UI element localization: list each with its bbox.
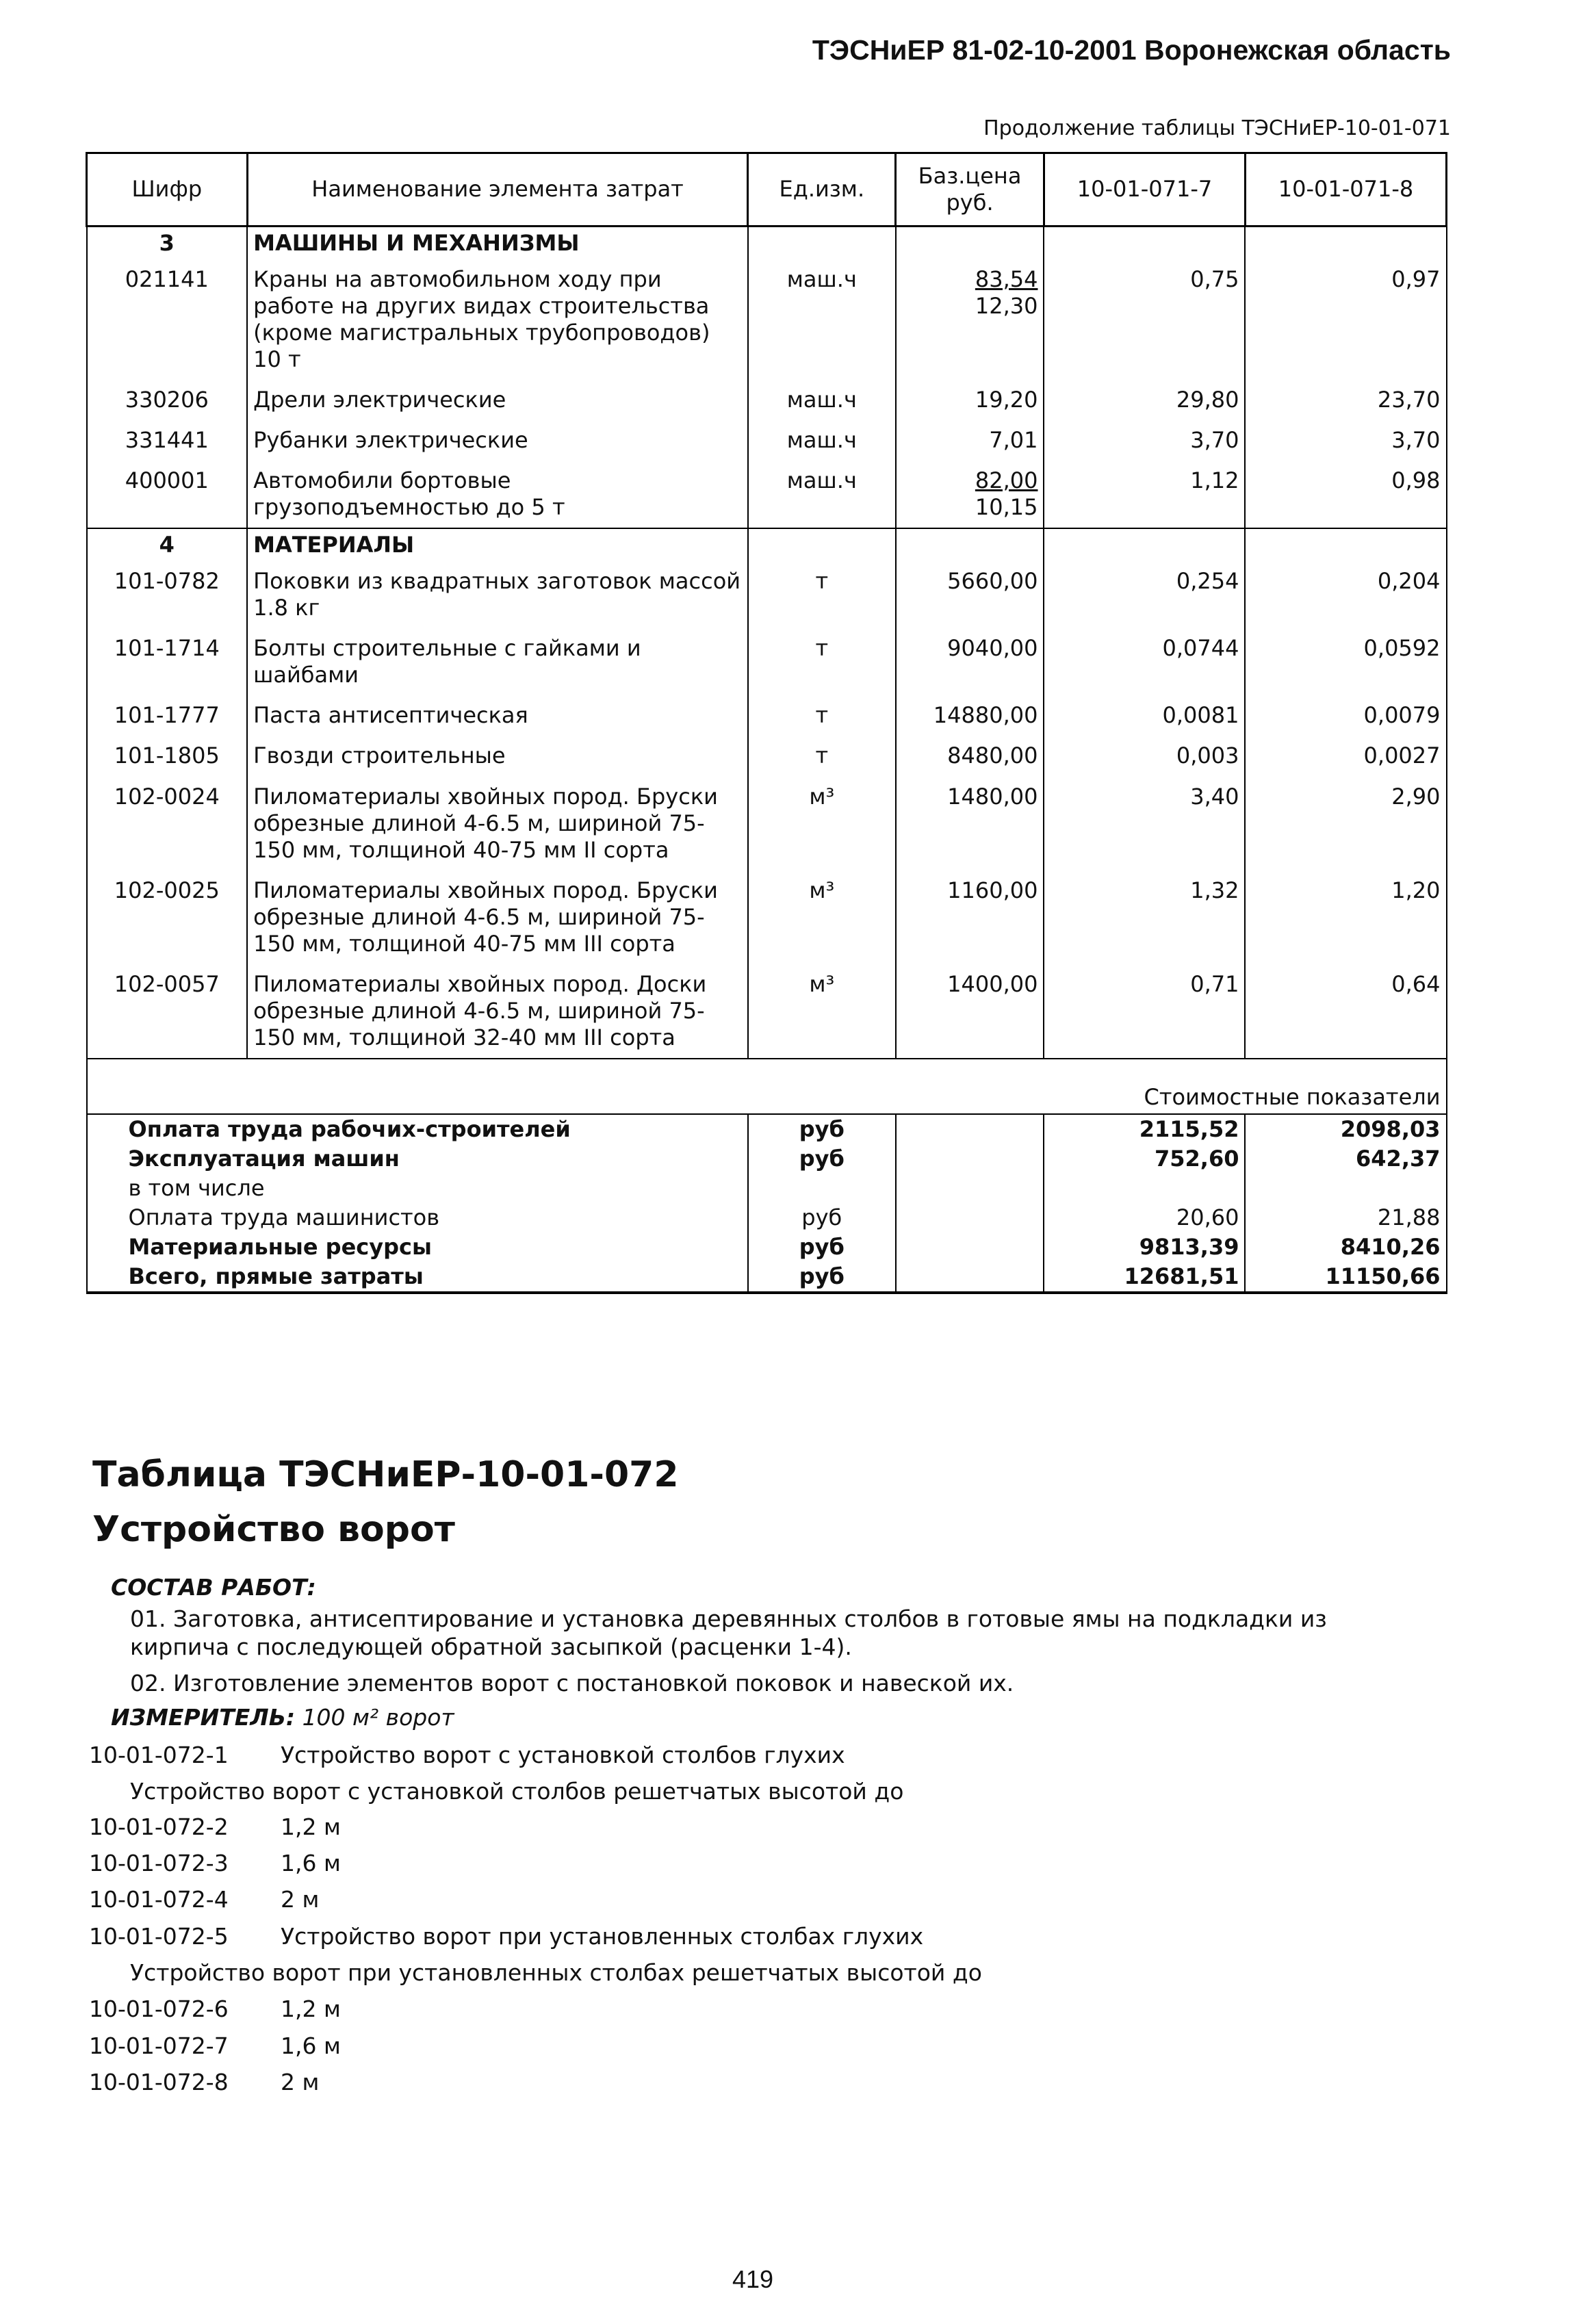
meter-label: ИЗМЕРИТЕЛЬ: <box>111 1704 296 1731</box>
cost-label: Оплата труда машинистов <box>87 1203 748 1232</box>
empty-cell <box>1245 528 1446 561</box>
table-row <box>87 561 1447 628</box>
price-value: 83,54 <box>975 266 1038 293</box>
price-value: 14880,00 <box>933 702 1038 729</box>
rate-item <box>89 2069 319 2095</box>
section-title: МАШИНЫ И МЕХАНИЗМЫ <box>247 227 748 260</box>
empty-cell <box>1044 528 1245 561</box>
row-value-8: 3,70 <box>1245 420 1446 461</box>
table-row <box>87 695 1447 736</box>
section-row <box>87 528 1447 561</box>
rate-code: 10-01-072-1 <box>89 1742 229 1768</box>
table-row <box>87 628 1447 695</box>
cost-label: Всего, прямые затраты <box>87 1262 748 1293</box>
table-continuation-label: Продолжение таблицы ТЭСНиЕР-10-01-071 <box>983 116 1451 140</box>
empty-cell <box>1245 227 1446 260</box>
row-value-7: 0,0744 <box>1044 628 1245 695</box>
cost-value-7: 20,60 <box>1044 1203 1245 1232</box>
table-title: Таблица ТЭСНиЕР-10-01-072 <box>92 1454 679 1495</box>
row-code: 102-0024 <box>87 777 248 870</box>
rate-item <box>130 1778 903 1805</box>
row-code: 101-0782 <box>87 561 248 628</box>
row-value-7: 0,003 <box>1044 736 1245 776</box>
price-value: 1480,00 <box>947 783 1038 810</box>
row-value-7: 0,75 <box>1044 259 1245 380</box>
price-labor-value: 10,15 <box>975 494 1038 521</box>
row-code: 102-0025 <box>87 870 248 964</box>
rate-text: 1,6 м <box>281 2032 341 2059</box>
rate-item <box>89 1850 341 1876</box>
col-header-rate-8: 10-01-071-8 <box>1245 153 1446 227</box>
row-price <box>896 259 1044 380</box>
empty-cell <box>896 1114 1044 1144</box>
price-value: 9040,00 <box>947 635 1038 662</box>
row-unit: т <box>748 628 896 695</box>
cost-row <box>87 1203 1447 1232</box>
col-header-rate-7: 10-01-071-7 <box>1044 153 1245 227</box>
price-value: 19,20 <box>975 387 1038 413</box>
table-row <box>87 380 1447 420</box>
cost-unit <box>748 1174 896 1203</box>
section-row <box>87 227 1447 260</box>
empty-cell <box>896 528 1044 561</box>
row-code: 331441 <box>87 420 248 461</box>
cost-value-8: 21,88 <box>1245 1203 1446 1232</box>
table-row <box>87 870 1447 964</box>
cost-unit: руб <box>748 1232 896 1262</box>
row-name: Пиломатериалы хвойных пород. Доски обрезные длиной 4-6.5 м, шириной 75-150 мм, толщиной 32-40 мм III сорта <box>247 964 748 1059</box>
cost-row <box>87 1114 1447 1144</box>
row-value-7: 1,32 <box>1044 870 1245 964</box>
rate-code: 10-01-072-5 <box>89 1923 229 1950</box>
row-unit: маш.ч <box>748 380 896 420</box>
row-price <box>896 628 1044 695</box>
rate-code: 10-01-072-4 <box>89 1886 229 1913</box>
row-value-7: 0,254 <box>1044 561 1245 628</box>
cost-label: Оплата труда рабочих-строителей <box>87 1114 748 1144</box>
rate-code: 10-01-072-3 <box>89 1850 229 1876</box>
row-value-8: 0,0027 <box>1245 736 1446 776</box>
row-name: Поковки из квадратных заготовок массой 1.8 кг <box>247 561 748 628</box>
rate-text: 1,6 м <box>281 1850 341 1876</box>
cost-value-8: 642,37 <box>1245 1144 1446 1174</box>
rate-item <box>89 1923 923 1950</box>
cost-value-7: 752,60 <box>1044 1144 1245 1174</box>
row-name: Паста антисептическая <box>247 695 748 736</box>
row-name: Пиломатериалы хвойных пород. Бруски обрезные длиной 4-6.5 м, шириной 75-150 мм, толщиной 40-75 мм II сорта <box>247 777 748 870</box>
page-number: 419 <box>732 2265 774 2293</box>
row-code: 101-1777 <box>87 695 248 736</box>
cost-unit: руб <box>748 1203 896 1232</box>
cost-header-row <box>87 1059 1447 1114</box>
row-price <box>896 870 1044 964</box>
row-price <box>896 461 1044 528</box>
rate-text: Устройство ворот с установкой столбов решетчатых высотой до <box>130 1778 904 1805</box>
row-value-7: 3,70 <box>1044 420 1245 461</box>
cost-unit: руб <box>748 1114 896 1144</box>
cost-row <box>87 1262 1447 1293</box>
rate-item <box>89 1742 845 1768</box>
row-code: 101-1805 <box>87 736 248 776</box>
row-value-7: 1,12 <box>1044 461 1245 528</box>
row-name: Пиломатериалы хвойных пород. Бруски обрезные длиной 4-6.5 м, шириной 75-150 мм, толщиной 40-75 мм III сорта <box>247 870 748 964</box>
row-value-7: 3,40 <box>1044 777 1245 870</box>
rate-code: 10-01-072-8 <box>89 2069 229 2095</box>
section-number: 3 <box>87 227 248 260</box>
cost-label: Эксплуатация машин <box>87 1144 748 1174</box>
row-value-8: 0,204 <box>1245 561 1446 628</box>
empty-cell <box>748 528 896 561</box>
cost-unit: руб <box>748 1144 896 1174</box>
rate-item <box>130 1959 982 1986</box>
row-name: Краны на автомобильном ходу при работе на других видах строительства (кроме магистральных трубопроводов) 10 т <box>247 259 748 380</box>
row-unit: м³ <box>748 964 896 1059</box>
row-unit: т <box>748 695 896 736</box>
cost-value-7: 2115,52 <box>1044 1114 1245 1144</box>
rate-text: Устройство ворот при установленных столбах глухих <box>281 1923 924 1950</box>
price-labor-value: 12,30 <box>975 293 1038 320</box>
work-item-2: 02. Изготовление элементов ворот с постановкой поковок и навеской их. <box>130 1670 1014 1696</box>
empty-cell <box>896 1174 1044 1203</box>
rate-text: 2 м <box>281 2069 320 2095</box>
row-price <box>896 736 1044 776</box>
row-name: Дрели электрические <box>247 380 748 420</box>
table-row <box>87 420 1447 461</box>
row-name: Рубанки электрические <box>247 420 748 461</box>
col-header-price: Баз.цена руб. <box>896 153 1044 227</box>
row-value-8: 0,0079 <box>1245 695 1446 736</box>
price-value: 7,01 <box>989 427 1038 454</box>
row-code: 101-1714 <box>87 628 248 695</box>
price-value: 82,00 <box>975 467 1038 494</box>
cost-header: Стоимостные показатели <box>87 1059 1447 1114</box>
rate-text: 2 м <box>281 1886 320 1913</box>
row-unit: т <box>748 736 896 776</box>
row-unit: м³ <box>748 870 896 964</box>
work-item-1: 01. Заготовка, антисептирование и установка деревянных столбов в готовые ямы на подкладки из кирпича с последующей обратной засыпкой (расценки 1-4). <box>130 1605 1327 1661</box>
cost-value-7: 9813,39 <box>1044 1232 1245 1262</box>
row-value-8: 0,64 <box>1245 964 1446 1059</box>
price-value: 8480,00 <box>947 743 1038 769</box>
rate-code: 10-01-072-6 <box>89 1996 229 2022</box>
row-price <box>896 964 1044 1059</box>
empty-cell <box>896 1262 1044 1293</box>
cost-value-8: 2098,03 <box>1245 1114 1446 1144</box>
row-value-7: 29,80 <box>1044 380 1245 420</box>
row-price <box>896 380 1044 420</box>
rate-code: 10-01-072-7 <box>89 2032 229 2059</box>
rate-item <box>89 1813 341 1840</box>
rate-text: 1,2 м <box>281 1996 341 2022</box>
cost-row <box>87 1144 1447 1174</box>
price-value: 1160,00 <box>947 877 1038 903</box>
row-price <box>896 695 1044 736</box>
empty-cell <box>896 1232 1044 1262</box>
table-row <box>87 777 1447 870</box>
row-code: 400001 <box>87 461 248 528</box>
rate-item <box>89 2032 341 2059</box>
table-subtitle: Устройство ворот <box>92 1509 455 1550</box>
work-composition-label: СОСТАВ РАБОТ: <box>111 1574 316 1601</box>
row-value-7: 0,71 <box>1044 964 1245 1059</box>
row-name: Гвозди строительные <box>247 736 748 776</box>
price-value: 1400,00 <box>947 970 1038 997</box>
row-code: 021141 <box>87 259 248 380</box>
cost-label: в том числе <box>87 1174 748 1203</box>
row-code: 102-0057 <box>87 964 248 1059</box>
rate-text: Устройство ворот с установкой столбов глухих <box>281 1742 845 1768</box>
cost-value-8 <box>1245 1174 1446 1203</box>
row-name: Болты строительные с гайками и шайбами <box>247 628 748 695</box>
row-unit: маш.ч <box>748 461 896 528</box>
rate-text: 1,2 м <box>281 1813 341 1840</box>
table-header-row <box>87 153 1447 227</box>
price-value: 5660,00 <box>947 568 1038 595</box>
col-header-unit: Ед.изм. <box>748 153 896 227</box>
cost-row <box>87 1232 1447 1262</box>
row-value-7: 0,0081 <box>1044 695 1245 736</box>
cost-row <box>87 1174 1447 1203</box>
col-header-name: Наименование элемента затрат <box>247 153 748 227</box>
section-title: МАТЕРИАЛЫ <box>247 528 748 561</box>
cost-value-8: 11150,66 <box>1245 1262 1446 1293</box>
col-header-code: Шифр <box>87 153 248 227</box>
document-header: ТЭСНиЕР 81-02-10-2001 Воронежская область <box>812 34 1451 66</box>
row-unit: т <box>748 561 896 628</box>
meter-value: 100 м² ворот <box>302 1704 454 1731</box>
empty-cell <box>1044 227 1245 260</box>
row-unit: маш.ч <box>748 259 896 380</box>
rate-code: 10-01-072-2 <box>89 1813 229 1840</box>
cost-value-7 <box>1044 1174 1245 1203</box>
rate-text: Устройство ворот при установленных столбах решетчатых высотой до <box>130 1959 982 1986</box>
row-value-8: 2,90 <box>1245 777 1446 870</box>
rate-item <box>89 1886 319 1913</box>
resource-table <box>86 152 1447 1294</box>
empty-cell <box>896 1144 1044 1174</box>
row-name: Автомобили бортовые грузоподъемностью до 5 т <box>247 461 748 528</box>
row-value-8: 0,97 <box>1245 259 1446 380</box>
section-number: 4 <box>87 528 248 561</box>
cost-unit: руб <box>748 1262 896 1293</box>
cost-value-7: 12681,51 <box>1044 1262 1245 1293</box>
cost-label: Материальные ресурсы <box>87 1232 748 1262</box>
row-unit: м³ <box>748 777 896 870</box>
row-price <box>896 561 1044 628</box>
table-row <box>87 259 1447 380</box>
row-code: 330206 <box>87 380 248 420</box>
row-unit: маш.ч <box>748 420 896 461</box>
row-value-8: 0,0592 <box>1245 628 1446 695</box>
empty-cell <box>896 227 1044 260</box>
cost-value-8: 8410,26 <box>1245 1232 1446 1262</box>
table-row <box>87 964 1447 1059</box>
table-row <box>87 461 1447 528</box>
row-value-8: 1,20 <box>1245 870 1446 964</box>
row-value-8: 0,98 <box>1245 461 1446 528</box>
empty-cell <box>748 227 896 260</box>
row-price <box>896 777 1044 870</box>
table-row <box>87 736 1447 776</box>
empty-cell <box>896 1203 1044 1232</box>
row-price <box>896 420 1044 461</box>
rate-item <box>89 1996 341 2022</box>
row-value-8: 23,70 <box>1245 380 1446 420</box>
